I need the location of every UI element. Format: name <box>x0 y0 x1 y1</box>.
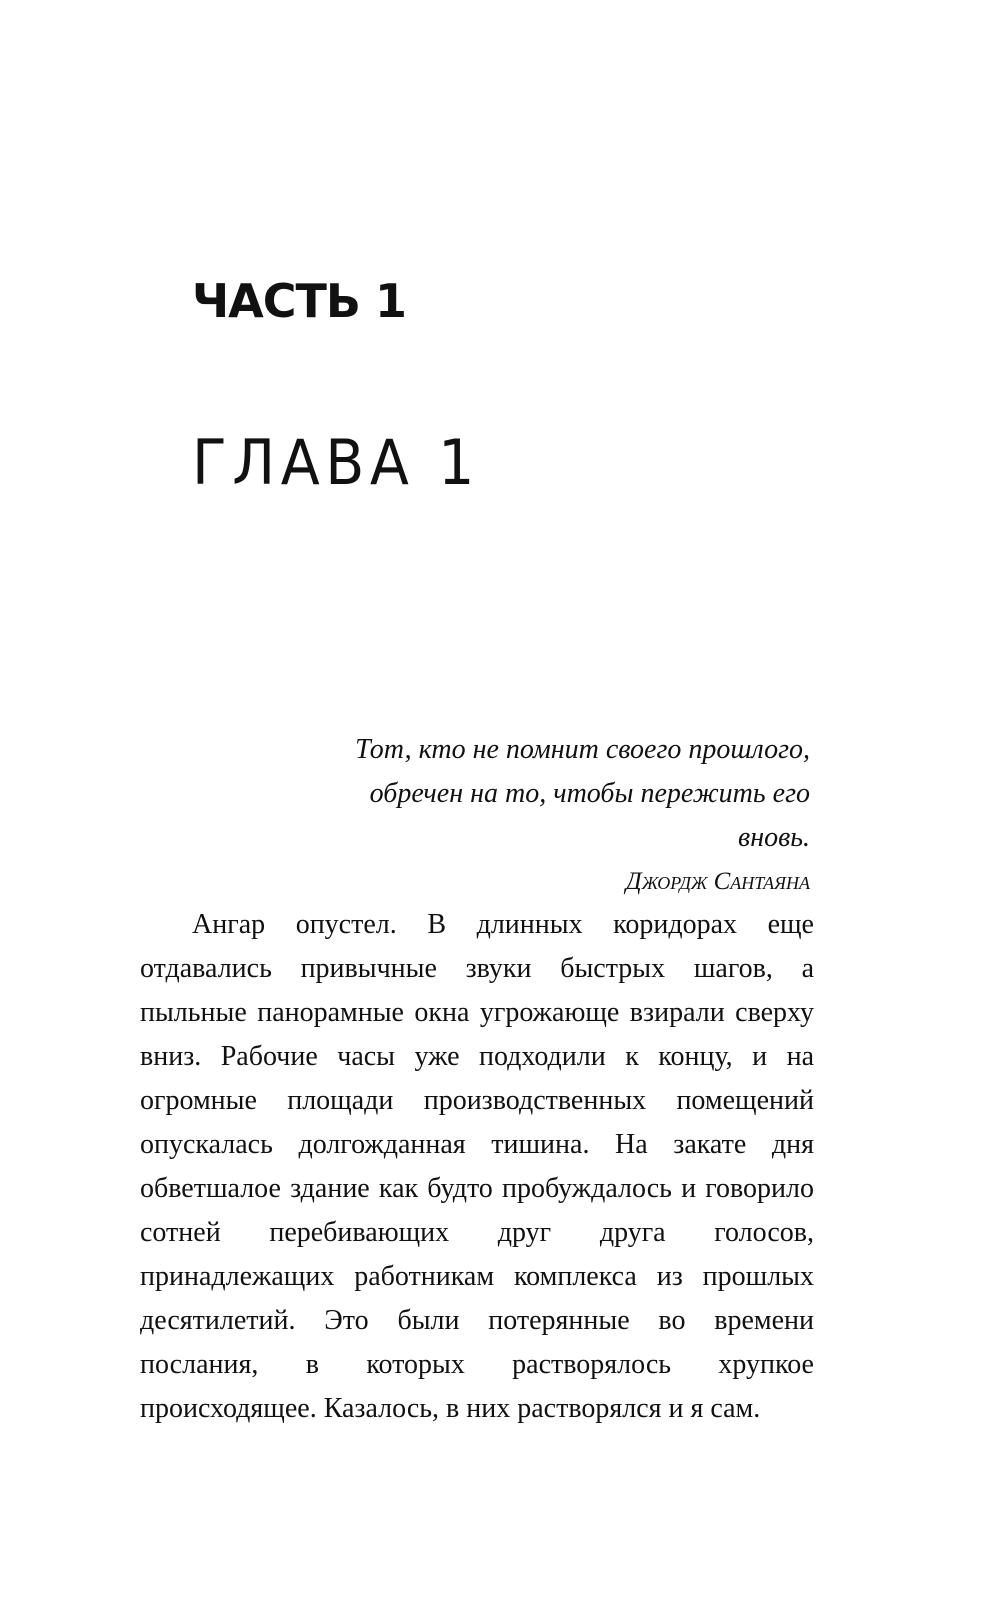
chapter-title: ГЛАВА 1 <box>192 426 480 499</box>
epigraph <box>300 728 810 904</box>
part-title: ЧАСТЬ 1 <box>192 274 406 328</box>
epigraph-line: Тот, кто не помнит своего прошлого, <box>355 734 810 765</box>
epigraph-author: Джордж Сантаяна <box>625 868 810 895</box>
body-paragraph: Ангар опустел. В длинных коридорах еще отдавались привычные звуки быстрых шагов, а пыльные панорамные окна угрожающе взирали сверху вниз. Рабочие часы уже подходили к концу, и на огромные площади производственных помещений опускалась долгожданная тишина. На закате дня обветшалое здание как будто пробуждалось и говорило сотней перебивающих друг друга голосов, принадлежащих работникам комплекса из прошлых десятилетий. Это были потерянные во времени послания, в которых растворялось хрупкое происходящее. Казалось, в них растворялся и я сам. <box>140 909 814 1424</box>
epigraph-line: обречен на то, чтобы пережить его вновь. <box>369 778 810 853</box>
